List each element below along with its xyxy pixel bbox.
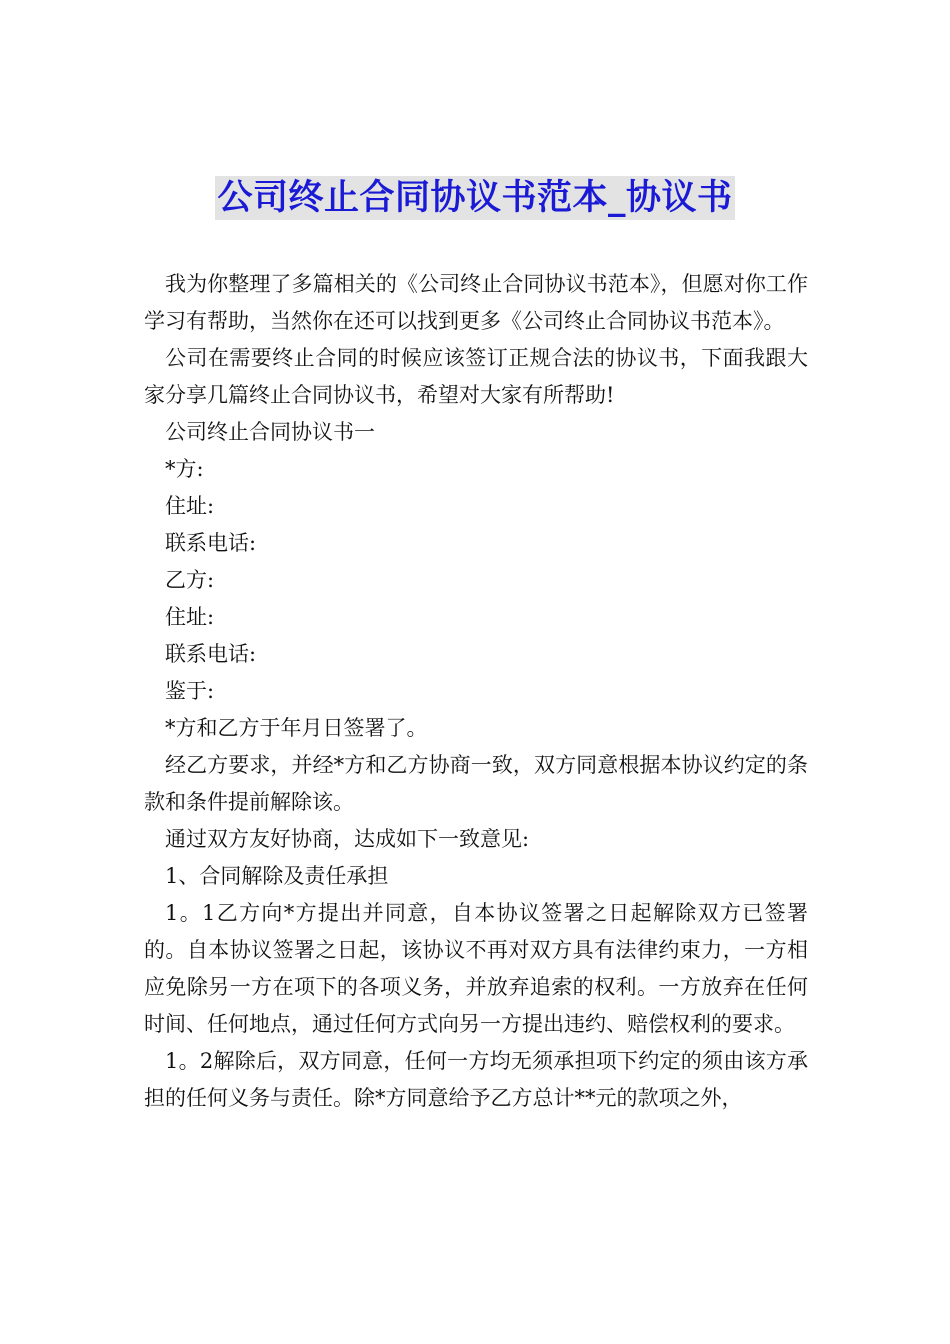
clause-1-2: 1。2解除后，双方同意，任何一方均无须承担项下约定的须由该方承担的任何义务与责任。除*方同意给予乙方总计**元的款项之外， xyxy=(144,1049,808,1110)
paragraph-intro: 我为你整理了多篇相关的《公司终止合同协议书范本》，但愿对你工作学习有帮助，当然你在还可以找到更多《公司终止合同协议书范本》。 xyxy=(144,272,808,333)
title-container xyxy=(0,176,950,220)
clause-1-1: 1。1乙方向*方提出并同意，自本协议签署之日起解除双方已签署的。自本协议签署之日起，该协议不再对双方具有法律约束力，一方相应免除另一方在项下的各项义务，并放弃追索的权利。一方放弃在任何时间、任何地点，通过任何方式向另一方提出违约、赔偿权利的要求。 xyxy=(144,901,808,1036)
paragraph-purpose: 公司在需要终止合同的时候应该签订正规合法的协议书，下面我跟大家分享几篇终止合同协议书，希望对大家有所帮助! xyxy=(144,346,808,407)
party-a-label: *方: xyxy=(165,457,204,481)
party-b-label: 乙方: xyxy=(165,568,215,592)
paragraph-request: 经乙方要求，并经*方和乙方协商一致，双方同意根据本协议约定的条款和条件提前解除该。 xyxy=(144,753,808,814)
whereas-label: 鉴于: xyxy=(165,679,215,703)
section-heading-1: 1、合同解除及责任承担 xyxy=(165,864,389,888)
document-title: 公司终止合同协议书范本_协议书 xyxy=(217,178,733,218)
document-body xyxy=(144,266,808,1117)
party-b-phone-label: 联系电话: xyxy=(165,642,257,666)
agreement-heading: 公司终止合同协议书一 xyxy=(165,420,375,444)
party-a-phone-label: 联系电话: xyxy=(165,531,257,555)
party-b-address-label: 住址: xyxy=(165,605,215,629)
party-a-address-label: 住址: xyxy=(165,494,215,518)
paragraph-signed: *方和乙方于年月日签署了。 xyxy=(165,716,428,740)
paragraph-consensus: 通过双方友好协商，达成如下一致意见: xyxy=(165,827,530,851)
